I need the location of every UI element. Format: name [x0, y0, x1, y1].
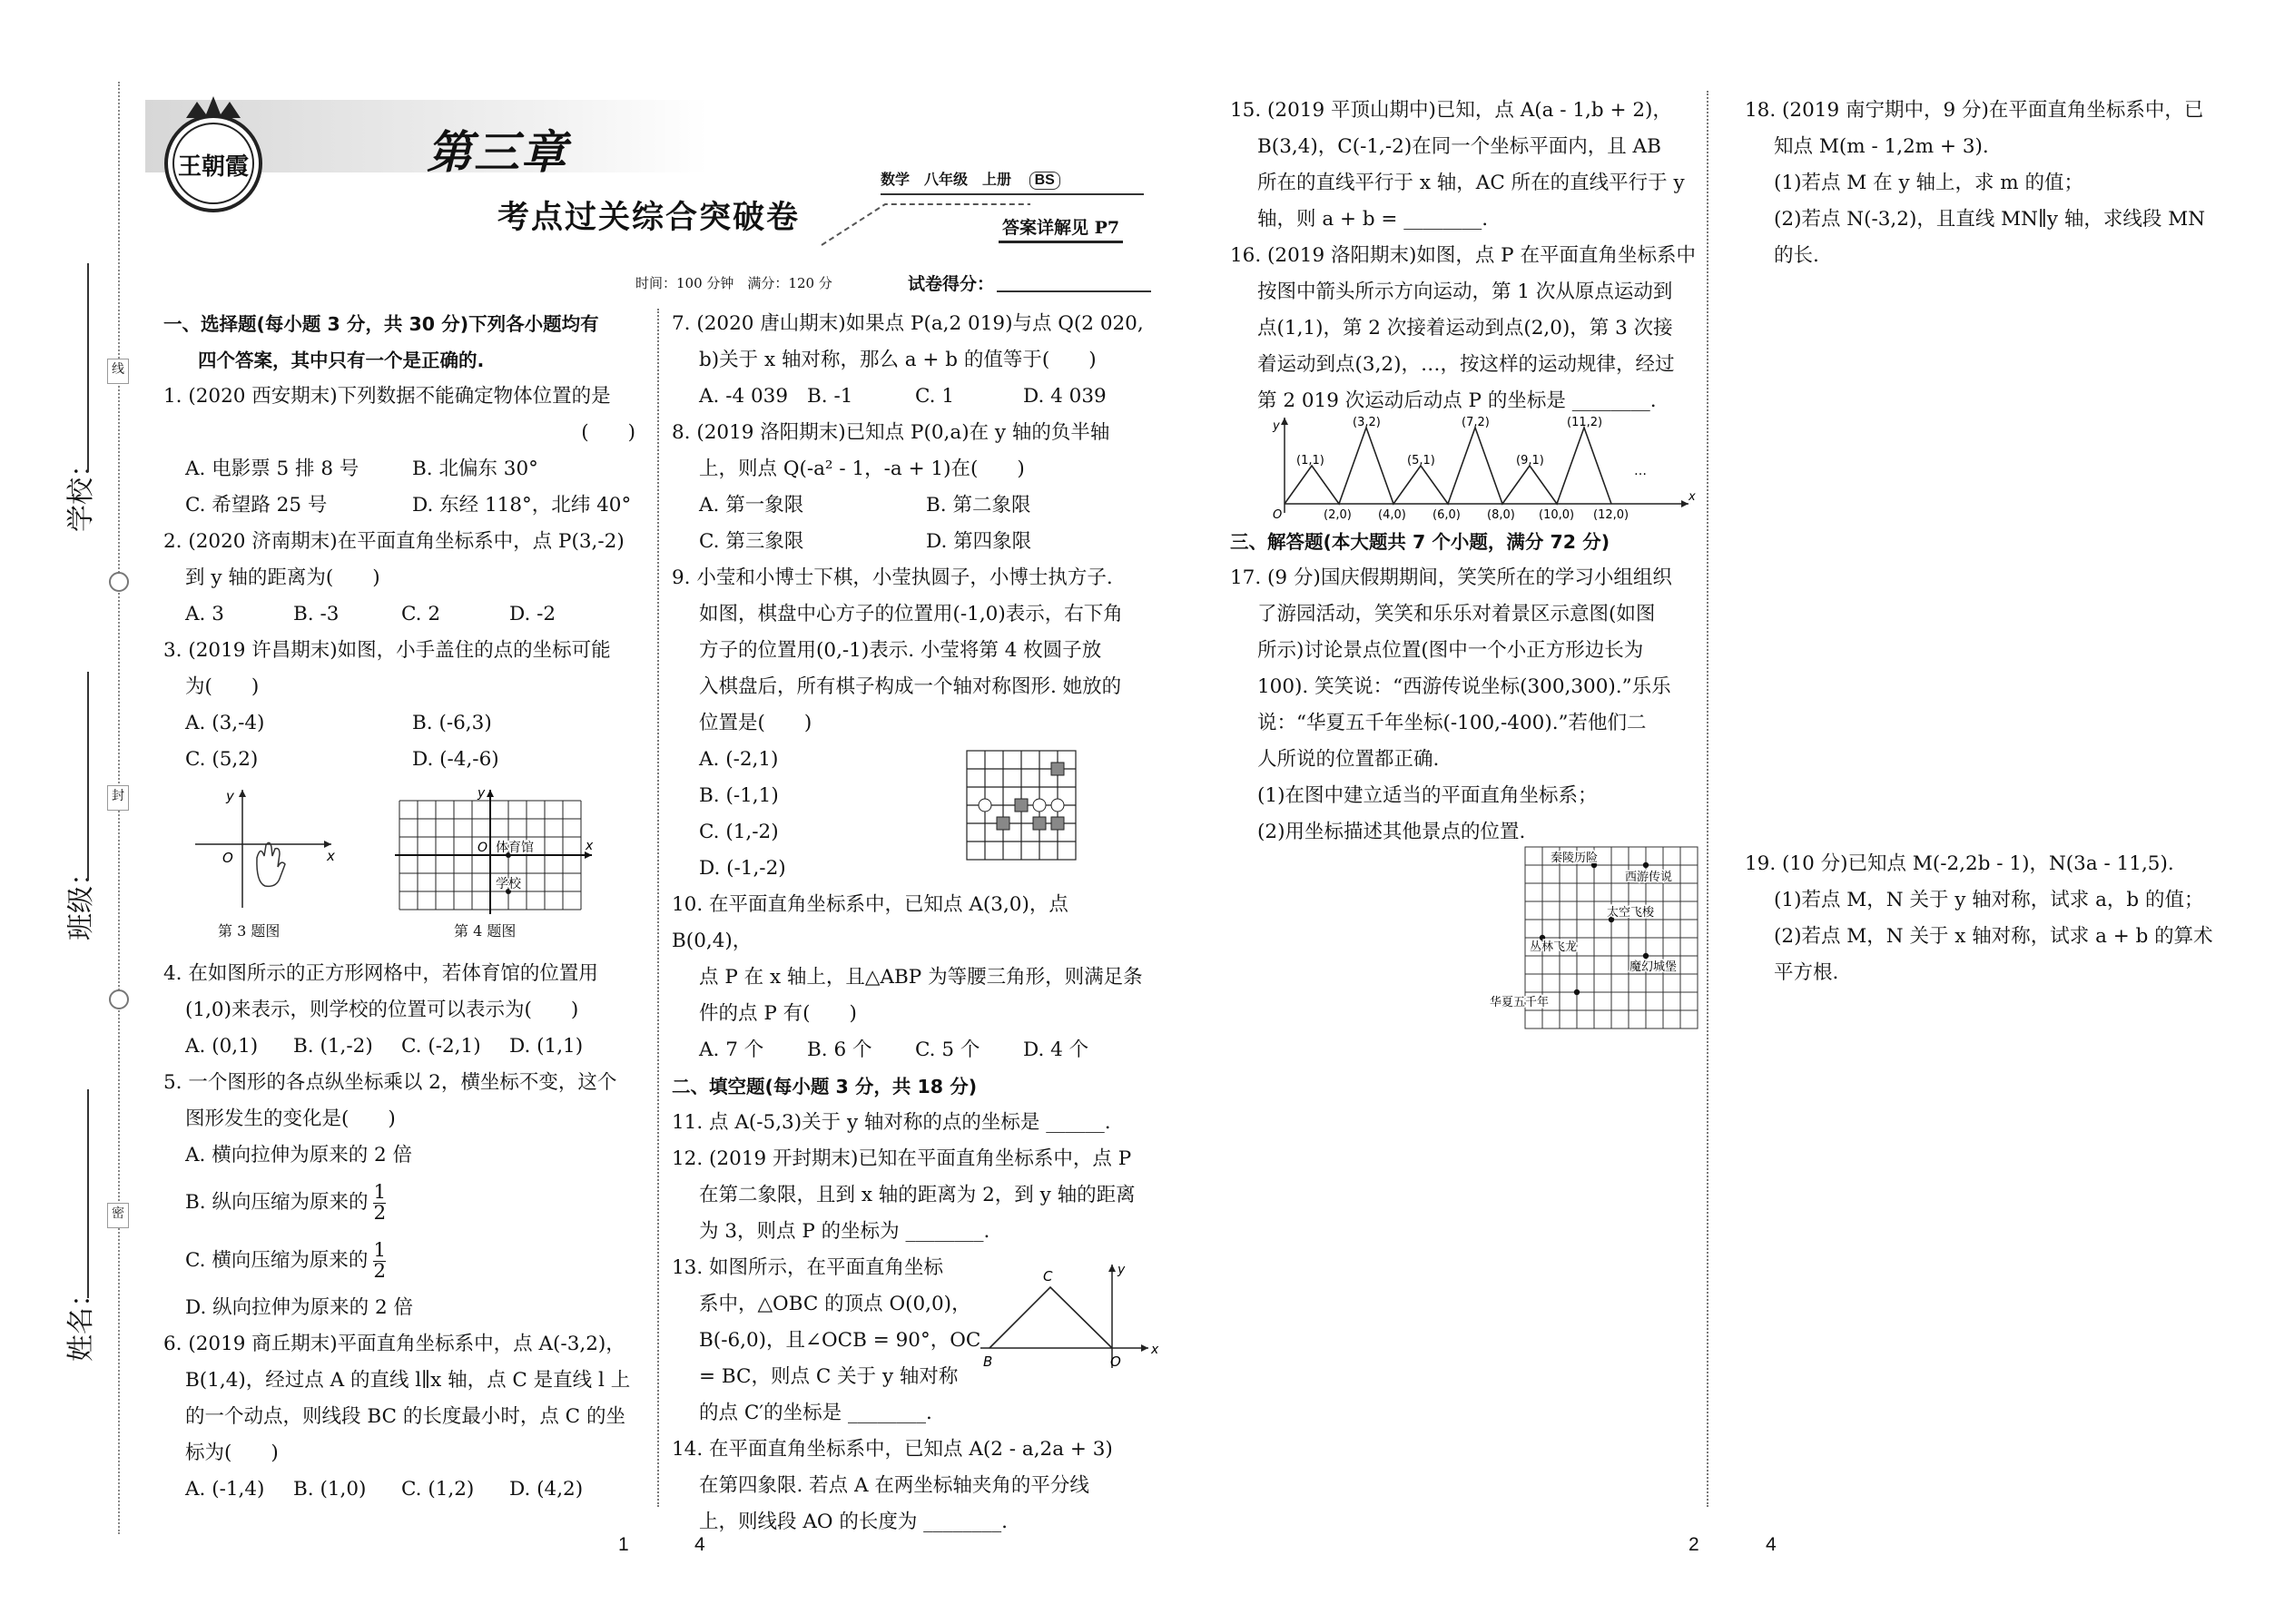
q13-stem-4: = BC，则点 C 关于 y 轴对称: [699, 1365, 959, 1388]
q2-option-c: C. 2: [401, 603, 441, 625]
q16-stem-2: 按图中箭头所示方向运动，第 1 次从原点运动到: [1257, 281, 1673, 303]
fig4-school-label: 学校: [496, 877, 521, 891]
q2-stem-cont: 到 y 轴的距离为( ): [185, 566, 380, 589]
q4-option-d: D. (1,1): [509, 1035, 584, 1058]
page-number-left-b: 4: [694, 1534, 705, 1555]
q3-stem-cont: 为( ): [185, 675, 260, 698]
q7-option-c: C. 1: [915, 385, 955, 408]
q19-part-2: (2)若点 M，N 关于 x 轴对称，试求 a + b 的算术: [1774, 925, 2213, 948]
fig16-ellipsis: …: [1634, 464, 1647, 478]
fig4-gym-label: 体育馆: [496, 841, 534, 855]
binding-mark-secret: 密: [107, 1203, 129, 1228]
q16-stem-3: 点(1,1)，第 2 次接着运动到点(2,0)，第 3 次接: [1257, 317, 1673, 340]
q4-option-b: B. (1,-2): [293, 1035, 373, 1058]
q5-fraction-c: [373, 1238, 387, 1283]
q15-stem-2: B(3,4)，C(-1,-2)在同一个坐标平面内，且 AB: [1257, 135, 1661, 158]
square-piece: [1033, 817, 1046, 830]
spot-taikong: 太空飞梭: [1607, 906, 1655, 920]
fig16-p6: (6,0): [1433, 508, 1461, 522]
q9-stem: 9. 小莹和小博士下棋，小莹执圆子，小博士执方子.: [672, 566, 1113, 589]
q6-option-c: C. (1,2): [401, 1478, 475, 1501]
q13-stem-2: 系中，△OBC 的顶点 O(0,0)，: [699, 1293, 971, 1315]
q18-part-1: (1)若点 M 在 y 轴上，求 m 的值；: [1774, 172, 2084, 194]
chapter-title: 第三章: [427, 126, 568, 179]
fig13-o-label: O: [1110, 1353, 1121, 1370]
square-piece: [1051, 763, 1064, 775]
q7-option-a: A. -4 039: [699, 385, 789, 408]
q10-stem: 10. 在平面直角坐标系中，已知点 A(3,0)，点 B(0,4)，: [672, 893, 1068, 952]
q10-option-b: B. 6 个: [807, 1038, 872, 1061]
q9-stem-4: 入棋盘后，所有棋子构成一个轴对称图形. 她放的: [699, 675, 1122, 698]
q1-bracket: ( ): [581, 421, 635, 444]
q7-stem: 7. (2020 唐山期末)如果点 P(a,2 019)与点 Q(2 020,: [672, 312, 1144, 335]
fig16-p10: (10,0): [1539, 508, 1575, 522]
q5-stem: 5. 一个图形的各点纵坐标乘以 2，横坐标不变，这个: [163, 1071, 617, 1094]
q5-b-den: 2: [373, 1201, 387, 1225]
class-line: [87, 672, 89, 881]
q7-option-d: D. 4 039: [1023, 385, 1107, 408]
figure-q13: [976, 1257, 1157, 1375]
subject-text: 数学 八年级 上册: [881, 171, 1012, 188]
q18-part-2: (2)若点 N(-3,2)，且直线 MN∥y 轴，求线段 MN: [1774, 208, 2206, 231]
q5-option-a: A. 横向拉伸为原来的 2 倍: [185, 1144, 413, 1166]
q4-stem-cont: (1,0)来表示，则学校的位置可以表示为( ): [185, 999, 579, 1021]
fig3-origin-label: O: [222, 850, 233, 866]
section-3-heading: 三、解答题(本大题共 7 个小题，满分 72 分): [1230, 531, 1610, 553]
q14-stem-3: 上，则线段 AO 的长度为 ________.: [699, 1511, 1008, 1533]
divider-2: [1707, 91, 1708, 1507]
q19-part-1: (1)若点 M，N 关于 y 轴对称，试求 a，b 的值；: [1774, 889, 2204, 911]
logo-badge: [150, 91, 277, 218]
fig16-p9: (9,1): [1516, 454, 1544, 468]
name-label: 姓名：: [65, 1280, 97, 1362]
q3-option-d: D. (-4,-6): [412, 748, 499, 771]
logo-text: 王朝霞: [177, 153, 250, 181]
fig16-p3: (3,2): [1353, 416, 1381, 429]
q17-stem-4: 100). 笑笑说：“西游传说坐标(300,300).”乐乐: [1257, 675, 1671, 698]
fig3-caption: 第 3 题图: [218, 922, 281, 940]
hand-icon: [257, 842, 285, 886]
divider-1: [657, 309, 659, 1507]
q8-stem: 8. (2019 洛阳期末)已知点 P(0,a)在 y 轴的负半轴: [672, 421, 1110, 444]
q9-option-a: A. (-2,1): [699, 748, 779, 771]
round-piece: [1033, 799, 1046, 812]
binding-hole-2: [109, 989, 129, 1009]
q9-stem-2: 如图，棋盘中心方子的位置用(-1,0)表示，右下角: [699, 603, 1123, 625]
square-piece: [1015, 799, 1028, 812]
fig16-p12: (12,0): [1593, 508, 1629, 522]
q15-stem-4: 轴，则 a + b = ________.: [1257, 208, 1489, 231]
q8-option-b: B. 第二象限: [926, 494, 1031, 517]
q5-option-c: C. 横向压缩为原来的: [185, 1249, 369, 1272]
q16-stem-5: 第 2 019 次运动后动点 P 的坐标是 ________.: [1257, 389, 1657, 412]
q5-option-d: D. 纵向拉伸为原来的 2 倍: [185, 1296, 413, 1319]
exam-title: 考点过关综合突破卷: [497, 199, 801, 236]
spot-mohuan: 魔幻城堡: [1629, 960, 1678, 974]
fig16-p5: (5,1): [1407, 454, 1435, 468]
square-piece: [1051, 817, 1064, 830]
fig16-y: y: [1273, 419, 1280, 433]
q6-stem-4: 标为( ): [185, 1442, 279, 1464]
spot-qinling: 秦陵历险: [1551, 851, 1599, 865]
q15-stem: 15. (2019 平顶山期中)已知，点 A(a - 1,b + 2)，: [1230, 99, 1672, 122]
score-label: 试卷得分：: [908, 274, 995, 294]
spot-conglin: 丛林飞龙: [1530, 940, 1578, 954]
q9-stem-3: 方子的位置用(0,-1)表示. 小莹将第 4 枚圆子放: [699, 639, 1102, 662]
q7-option-b: B. -1: [807, 385, 853, 408]
q18-part-2-cont: 的长.: [1774, 244, 1819, 267]
figure-q17-map: [1489, 840, 1707, 1035]
q5-b-num: 1: [373, 1180, 387, 1204]
q2-option-d: D. -2: [509, 603, 556, 625]
section-1-heading: 一、选择题(每小题 3 分，共 30 分)下列各小题均有: [163, 313, 599, 335]
q6-option-a: A. (-1,4): [185, 1478, 265, 1501]
column-1: [163, 306, 645, 778]
q9-stem-5: 位置是( ): [699, 712, 812, 734]
q13-stem: 13. 如图所示，在平面直角坐标: [672, 1256, 944, 1279]
round-piece: [979, 799, 991, 812]
binding-mark-line: 线: [107, 359, 129, 384]
q12-stem-3: 为 3，则点 P 的坐标为 ________.: [699, 1220, 990, 1243]
subject-bar: [881, 168, 1144, 195]
q17-stem-2: 了游园活动，笑笑和乐乐对着景区示意图(如图: [1257, 603, 1656, 625]
q5-stem-cont: 图形发生的变化是( ): [185, 1107, 396, 1130]
q1-option-d: D. 东经 118°，北纬 40°: [412, 494, 632, 517]
figure-q16: [1253, 413, 1698, 522]
q5-c-den: 2: [373, 1259, 387, 1283]
column-3: [1230, 93, 1702, 419]
fig3-x-label: x: [327, 848, 335, 864]
q17-stem: 17. (9 分)国庆假期期间，笑笑所在的学习小组组织: [1230, 566, 1672, 589]
section-2-heading: 二、填空题(每小题 3 分，共 18 分): [672, 1076, 978, 1097]
q11-stem: 11. 点 A(-5,3)关于 y 轴对称的点的坐标是 ______.: [672, 1111, 1111, 1134]
q18-stem: 18. (2019 南宁期中，9 分)在平面直角坐标系中，已: [1745, 99, 2204, 122]
q10-stem-3: 件的点 P 有( ): [699, 1002, 857, 1025]
q2-stem: 2. (2020 济南期末)在平面直角坐标系中，点 P(3,-2): [163, 530, 625, 553]
q17-stem-6: 人所说的位置都正确.: [1257, 748, 1440, 771]
q2-option-a: A. 3: [185, 603, 224, 625]
q9-option-c: C. (1,-2): [699, 821, 779, 843]
fig16-o: O: [1273, 508, 1283, 522]
q10-option-d: D. 4 个: [1023, 1038, 1089, 1061]
spot-xiyou: 西游传说: [1625, 871, 1673, 884]
q10-option-a: A. 7 个: [699, 1038, 764, 1061]
q4-stem: 4. 在如图所示的正方形网格中，若体育馆的位置用: [163, 962, 598, 985]
q1-option-c: C. 希望路 25 号: [185, 494, 328, 517]
fig16-p11: (11,2): [1567, 416, 1603, 429]
q17-stem-3: 所示)讨论景点位置(图中一个小正方形边长为: [1257, 639, 1644, 662]
q17-part-1: (1)在图中建立适当的平面直角坐标系；: [1257, 784, 1598, 807]
q19-part-2-cont: 平方根.: [1774, 961, 1839, 984]
fig4-y-label: y: [478, 786, 486, 801]
spot-huaxia: 华夏五千年: [1490, 996, 1550, 1009]
section-1-heading-cont: 四个答案，其中只有一个是正确的.: [198, 349, 485, 371]
q8-option-d: D. 第四象限: [926, 530, 1032, 553]
q14-stem-2: 在第四象限. 若点 A 在两坐标轴夹角的平分线: [699, 1474, 1089, 1497]
q6-stem-2: B(1,4)，经过点 A 的直线 l∥x 轴，点 C 是直线 l 上: [185, 1369, 631, 1392]
q7-stem-cont: b)关于 x 轴对称，那么 a + b 的值等于( ): [699, 349, 1097, 371]
page-number-right-b: 4: [1766, 1534, 1777, 1555]
q13-stem-5: 的点 C′的坐标是 ________.: [699, 1402, 932, 1424]
page-number-right-a: 2: [1689, 1534, 1699, 1555]
fig13-y-label: y: [1117, 1263, 1126, 1277]
fig4-x-label: x: [586, 839, 594, 853]
q6-stem: 6. (2019 商丘期末)平面直角坐标系中，点 A(-3,2)，: [163, 1333, 625, 1355]
q4-option-a: A. (0,1): [185, 1035, 259, 1058]
q5-fraction-b: [373, 1180, 387, 1225]
q16-stem: 16. (2019 洛阳期末)如图，点 P 在平面直角坐标系中: [1230, 244, 1696, 267]
class-label: 班级：: [65, 859, 97, 940]
q3-stem: 3. (2019 许昌期末)如图，小手盖住的点的坐标可能: [163, 639, 611, 662]
figure-q9-board: [962, 746, 1080, 864]
q15-stem-3: 所在的直线平行于 x 轴，AC 所在的直线平行于 y: [1257, 172, 1685, 194]
name-line: [87, 1089, 89, 1298]
fig16-p1: (1,1): [1296, 454, 1324, 468]
q8-option-c: C. 第三象限: [699, 530, 804, 553]
fig16-x: x: [1689, 490, 1696, 504]
column-1-lower: [163, 956, 645, 1508]
fig16-p4: (4,0): [1378, 508, 1406, 522]
fig13-x-label: x: [1151, 1343, 1159, 1357]
school-line: [87, 263, 89, 472]
binding-hole-1: [109, 572, 129, 592]
answer-ref: 答案详解见 P7: [999, 214, 1123, 243]
q12-stem: 12. (2019 开封期末)已知在平面直角坐标系中，点 P: [672, 1147, 1132, 1170]
edition-badge: BS: [1029, 172, 1060, 190]
q2-option-b: B. -3: [293, 603, 340, 625]
header-dashed-line: [822, 195, 1039, 250]
q14-stem: 14. 在平面直角坐标系中，已知点 A(2 - a,2a + 3): [672, 1438, 1113, 1461]
binding-mark-seal: 封: [107, 785, 129, 811]
column-3-lower: [1230, 524, 1702, 851]
q3-option-b: B. (-6,3): [412, 712, 492, 734]
fig4-origin-label: O: [478, 841, 488, 855]
figure-q4: [390, 782, 599, 919]
q3-option-c: C. (5,2): [185, 748, 259, 771]
fig16-p8: (8,0): [1487, 508, 1515, 522]
fig13-c-label: C: [1043, 1268, 1053, 1284]
q13-stem-3: B(-6,0)，且∠OCB = 90°，OC: [699, 1329, 981, 1352]
square-piece: [997, 817, 1009, 830]
q17-part-2: (2)用坐标描述其他景点的位置.: [1257, 821, 1526, 843]
fig13-b-label: B: [983, 1353, 993, 1370]
q10-stem-2: 点 P 在 x 轴上，且△ABP 为等腰三角形，则满足条: [699, 966, 1143, 989]
fig16-p2: (2,0): [1324, 508, 1352, 522]
round-piece: [1051, 799, 1064, 812]
score-line: [997, 290, 1151, 292]
column-4: [1745, 93, 2226, 274]
q4-option-c: C. (-2,1): [401, 1035, 481, 1058]
q5-option-b: B. 纵向压缩为原来的: [185, 1191, 369, 1214]
exam-meta: 时间：100 分钟 满分：120 分: [635, 275, 832, 291]
column-4-lower: [1745, 846, 2226, 991]
q5-c-num: 1: [373, 1238, 387, 1262]
q9-option-d: D. (-1,-2): [699, 857, 786, 880]
q8-stem-cont: 上，则点 Q(-a² - 1，-a + 1)在( ): [699, 458, 1025, 480]
fig3-y-label: y: [226, 788, 234, 804]
q17-stem-5: 说：“华夏五千年坐标(-100,-400).”若他们二: [1257, 712, 1647, 734]
q18-stem-2: 知点 M(m - 1,2m + 3).: [1774, 135, 1989, 158]
q1-stem: 1. (2020 西安期末)下列数据不能确定物体位置的是: [163, 385, 611, 408]
figure-q3: [186, 781, 340, 917]
q9-option-b: B. (-1,1): [699, 784, 779, 807]
q8-option-a: A. 第一象限: [699, 494, 804, 517]
q1-option-a: A. 电影票 5 排 8 号: [185, 458, 359, 480]
q6-option-b: B. (1,0): [293, 1478, 367, 1501]
q19-stem: 19. (10 分)已知点 M(-2,2b - 1)，N(3a - 11,5).: [1745, 852, 2174, 875]
fig16-p7: (7,2): [1462, 416, 1490, 429]
q12-stem-2: 在第二象限，且到 x 轴的距离为 2，到 y 轴的距离: [699, 1184, 1136, 1206]
q16-stem-4: 着运动到点(3,2)，…，按这样的运动规律，经过: [1257, 353, 1675, 376]
fig4-caption: 第 4 题图: [454, 922, 517, 940]
q6-option-d: D. (4,2): [509, 1478, 584, 1501]
q10-option-c: C. 5 个: [915, 1038, 980, 1061]
q1-option-b: B. 北偏东 30°: [412, 458, 538, 480]
page-number-left-a: 1: [618, 1534, 629, 1555]
q6-stem-3: 的一个动点，则线段 BC 的长度最小时，点 C 的坐: [185, 1405, 625, 1428]
q3-option-a: A. (3,-4): [185, 712, 265, 734]
school-label: 学校：: [65, 450, 97, 532]
